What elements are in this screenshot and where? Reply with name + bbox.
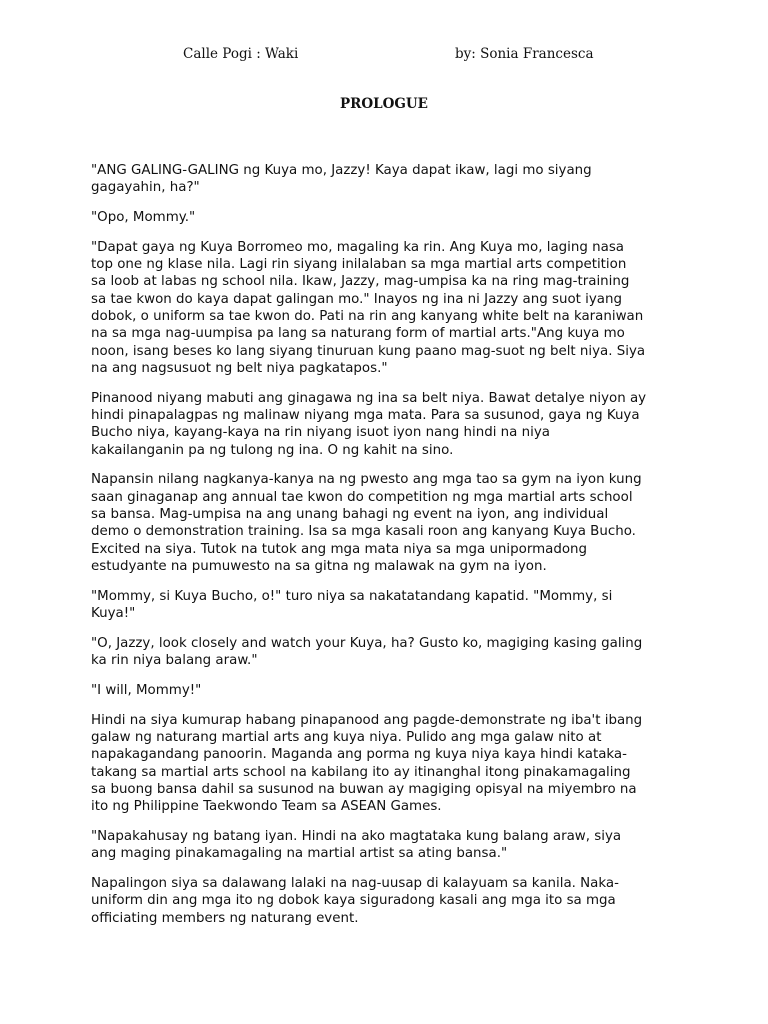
paragraph bbox=[91, 635, 681, 670]
paragraph bbox=[91, 712, 681, 816]
text-line: Pinanood niyang mabuti ang ginagawa ng ina sa belt niya. Bawat detalye niyon ay bbox=[91, 390, 647, 406]
text-line: takang sa martial arts school na kabilang ito ay itinanghal itong pinakamagaling bbox=[91, 764, 631, 780]
text-line: saan ginaganap ang annual tae kwon do competition ng mga martial arts school bbox=[91, 489, 633, 505]
text-line: uniform din ang mga ito ng dobok kaya siguradong kasali ang mga ito sa mga bbox=[91, 893, 616, 909]
paragraph bbox=[91, 875, 681, 927]
text-line: sa buong bansa dahil sa susunod na buwan ay magiging opisyal na miyembro na bbox=[91, 781, 637, 797]
header-title: Calle Pogi : Waki bbox=[183, 46, 299, 62]
text-line: officiating members ng naturang event. bbox=[91, 910, 359, 926]
text-line: Napansin nilang nagkanya-kanya na ng pwesto ang mga tao sa gym na iyon kung bbox=[91, 472, 642, 488]
text-line: Excited na siya. Tutok na tutok ang mga mata niya sa mga unipormadong bbox=[91, 541, 588, 557]
body-text bbox=[91, 162, 681, 939]
text-line: hindi pinapalagpas ng malinaw niyang mga mata. Para sa susunod, gaya ng Kuya bbox=[91, 408, 640, 424]
text-line: "ANG GALING-GALING ng Kuya mo, Jazzy! Kaya dapat ikaw, lagi mo siyang bbox=[91, 163, 592, 178]
text-line: na ang nagsusuot ng belt niya pagkatapos." bbox=[91, 360, 388, 376]
text-line: Napalingon siya sa dalawang lalaki na nag-uusap di kalayuam sa kanila. Naka- bbox=[91, 876, 619, 892]
text-line: dobok, o uniform sa tae kwon do. Pati na rin ang kanyang white belt na karaniwan bbox=[91, 309, 644, 325]
text-line: ang maging pinakamagaling na martial artist sa ating bansa." bbox=[91, 846, 508, 862]
text-line: Kuya!" bbox=[91, 606, 136, 622]
text-line: Bucho niya, kayang-kaya na rin niyang isuot iyon nang hindi na niya bbox=[91, 425, 550, 441]
paragraph bbox=[91, 239, 681, 377]
chapter-title: PROLOGUE bbox=[340, 96, 428, 112]
paragraph bbox=[91, 390, 681, 459]
text-line: sa tae kwon do kaya dapat galingan mo." Inayos ng ina ni Jazzy ang suot iyang bbox=[91, 291, 622, 307]
paragraph bbox=[91, 682, 681, 699]
paragraph bbox=[91, 588, 681, 623]
text-line: estudyante na pumuwesto na sa gitna ng malawak na gym na iyon. bbox=[91, 558, 547, 574]
text-line: top one ng klase nila. Lagi rin siyang inilalaban sa mga martial arts competition bbox=[91, 257, 627, 273]
text-line: napakagandang panoorin. Maganda ang porma ng kuya niya kaya hindi kataka- bbox=[91, 747, 627, 763]
text-line: "Napakahusay ng batang iyan. Hindi na ako magtataka kung balang araw, siya bbox=[91, 829, 622, 844]
text-line: sa loob at labas ng school nila. Ikaw, Jazzy, mag-umpisa ka na ring mag-training bbox=[91, 274, 630, 290]
header-author: by: Sonia Francesca bbox=[455, 46, 594, 62]
text-line: noon, isang beses ko lang siyang tinuruan kung paano mag-suot ng belt niya. Siya bbox=[91, 343, 646, 359]
text-line: "O, Jazzy, look closely and watch your Kuya, ha? Gusto ko, magiging kasing galing bbox=[91, 635, 643, 651]
text-line: kakailanganin pa ng tulong ng ina. O ng kahit na sino. bbox=[91, 442, 454, 458]
text-line: na sa mga nag-uumpisa pa lang sa naturang form of martial arts."Ang kuya mo bbox=[91, 326, 625, 342]
paragraph bbox=[91, 828, 681, 863]
paragraph bbox=[91, 209, 681, 226]
paragraph bbox=[91, 471, 681, 575]
text-line: "I will, Mommy!" bbox=[91, 682, 202, 698]
text-line: demo o demonstration training. Isa sa mga kasali roon ang kanyang Kuya Bucho. bbox=[91, 524, 636, 540]
text-line: "Dapat gaya ng Kuya Borromeo mo, magaling ka rin. Ang Kuya mo, laging nasa bbox=[91, 239, 624, 255]
text-line: "Mommy, si Kuya Bucho, o!" turo niya sa nakatatandang kapatid. "Mommy, si bbox=[91, 588, 613, 604]
text-line: ka rin niya balang araw." bbox=[91, 653, 258, 669]
text-line: sa bansa. Mag-umpisa na ang unang bahagi ng event na iyon, ang individual bbox=[91, 507, 609, 523]
text-line: Hindi na siya kumurap habang pinapanood ang pagde-demonstrate ng iba't ibang bbox=[91, 712, 643, 728]
text-line: "Opo, Mommy." bbox=[91, 210, 196, 226]
paragraph bbox=[91, 162, 681, 197]
text-line: gagayahin, ha?" bbox=[91, 180, 200, 196]
text-line: ito ng Philippine Taekwondo Team sa ASEAN Games. bbox=[91, 799, 442, 815]
text-line: galaw ng naturang martial arts ang kuya niya. Pulido ang mga galaw nito at bbox=[91, 730, 602, 746]
